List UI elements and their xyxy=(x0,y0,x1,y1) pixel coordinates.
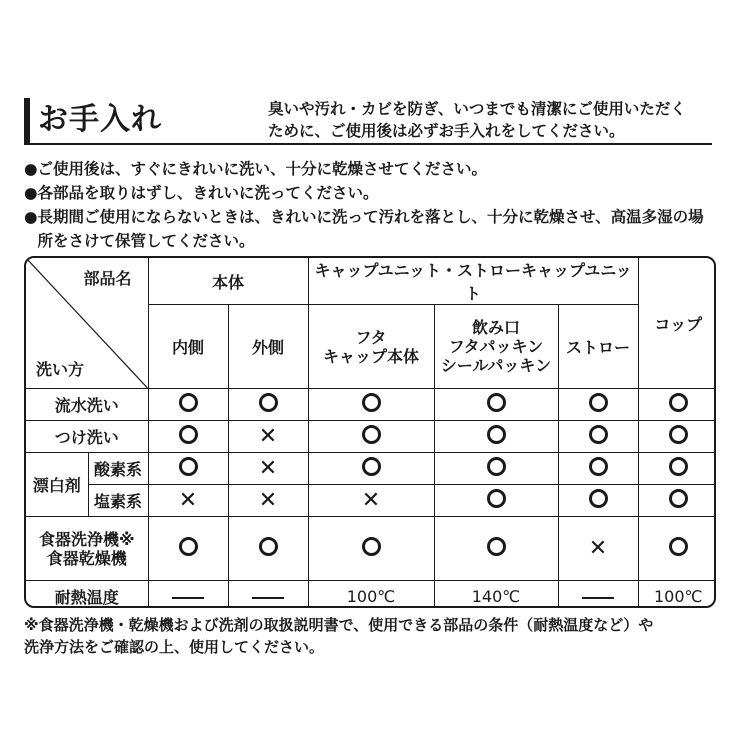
heat-value-cell xyxy=(148,581,228,609)
circle-mark-icon xyxy=(589,457,608,476)
mark-cell-ok xyxy=(638,421,716,453)
circle-mark-icon xyxy=(669,425,688,444)
mark-cell-ok xyxy=(148,453,228,485)
mark-cell-ok xyxy=(558,485,638,517)
col-header-cup: コップ xyxy=(638,258,716,389)
cross-mark-icon: ✕ xyxy=(258,487,278,513)
mark-cell-ok xyxy=(308,389,434,421)
row-label: 流水洗い xyxy=(26,389,148,421)
circle-mark-icon xyxy=(362,457,381,476)
row-label-line: 食器乾燥機 xyxy=(46,548,127,568)
col-header-line: 飲み口 xyxy=(472,318,521,337)
cross-mark-icon: ✕ xyxy=(258,423,278,449)
col-header-spout xyxy=(434,305,558,389)
heat-value: 100℃ xyxy=(654,587,703,607)
circle-mark-icon xyxy=(669,393,688,412)
circle-mark-icon xyxy=(487,393,506,412)
row-label: つけ洗い xyxy=(26,421,148,453)
mark-cell-ok xyxy=(638,485,716,517)
title-accent-bar xyxy=(24,98,30,144)
row-label: 耐熱温度 xyxy=(26,581,148,609)
row-label: 塩素系 xyxy=(88,485,148,517)
col-header-line: フタパッキン xyxy=(448,337,544,356)
heat-value-cell xyxy=(558,581,638,609)
col-header-straw: ストロー xyxy=(558,305,638,389)
circle-mark-icon xyxy=(669,489,688,508)
bullet-dot: ● xyxy=(24,184,38,202)
circle-mark-icon xyxy=(179,425,198,444)
circle-mark-icon xyxy=(179,393,198,412)
bullet-item xyxy=(24,205,714,253)
mark-cell-ng xyxy=(228,453,308,485)
circle-mark-icon xyxy=(362,425,381,444)
table-row xyxy=(26,421,716,453)
table-row xyxy=(26,389,716,421)
mark-cell-ok xyxy=(434,485,558,517)
cross-mark-icon: ✕ xyxy=(258,455,278,481)
cross-mark-icon: ✕ xyxy=(178,487,198,513)
mark-cell-ok xyxy=(148,389,228,421)
col-header-line: フタ xyxy=(355,327,387,347)
mark-cell-ok xyxy=(558,453,638,485)
mark-cell-ok xyxy=(638,453,716,485)
table-row xyxy=(26,581,716,609)
dash-mark xyxy=(582,597,614,600)
intro-line: ために、ご使用後は必ずお手入れをしてください。 xyxy=(268,122,625,140)
row-label-line: 食器洗浄機※ xyxy=(38,529,135,549)
circle-mark-icon xyxy=(589,425,608,444)
circle-mark-icon xyxy=(487,537,506,556)
mark-cell-ok xyxy=(638,389,716,421)
mark-cell-ok xyxy=(558,421,638,453)
heat-value-cell xyxy=(638,581,716,609)
group-header-cap: キャップユニット・ストローキャップユニット xyxy=(308,258,638,305)
footnote-line: ※食器洗浄機・乾燥機および洗剤の取扱説明書で、使用できる部品の条件（耐熱温度など）や xyxy=(24,616,654,634)
table-corner-cell xyxy=(26,258,148,389)
corner-label-parts: 部品名 xyxy=(83,269,132,288)
table-row xyxy=(26,453,716,485)
col-header-lid xyxy=(308,305,434,389)
row-label-dishwasher xyxy=(26,517,148,581)
circle-mark-icon xyxy=(589,489,608,508)
intro-line: 臭いや汚れ・カビを防ぎ、いつまでも清潔にご使用いただく xyxy=(268,100,686,118)
mark-cell-ok xyxy=(434,517,558,581)
dash-mark xyxy=(252,597,284,600)
col-header-outer: 外側 xyxy=(228,305,308,389)
footnote xyxy=(24,614,724,658)
mark-cell-ok xyxy=(434,421,558,453)
mark-cell-ok xyxy=(148,517,228,581)
mark-cell-ng xyxy=(558,517,638,581)
heat-value-cell xyxy=(228,581,308,609)
mark-cell-ok xyxy=(638,517,716,581)
circle-mark-icon xyxy=(487,489,506,508)
circle-mark-icon xyxy=(362,393,381,412)
circle-mark-icon xyxy=(179,457,198,476)
bullet-dot: ● xyxy=(24,160,38,178)
corner-label-methods: 洗い方 xyxy=(36,360,85,379)
col-header-line: シールパッキン xyxy=(440,356,552,375)
footnote-line: 洗浄方法をご確認の上、使用してください。 xyxy=(24,638,325,656)
circle-mark-icon xyxy=(259,537,278,556)
group-header-body: 本体 xyxy=(148,258,308,305)
cross-mark-icon: ✕ xyxy=(361,487,381,513)
mark-cell-ok xyxy=(228,389,308,421)
mark-cell-ok xyxy=(228,517,308,581)
table-row xyxy=(26,517,716,581)
dash-mark xyxy=(172,597,204,600)
bullet-text: 長期間ご使用にならないときは、きれいに洗って汚れを落とし、十分に乾燥させ、高温多湿の場所をさけて保管してください。 xyxy=(37,208,704,250)
mark-cell-ok xyxy=(434,453,558,485)
circle-mark-icon xyxy=(259,393,278,412)
bullet-item xyxy=(24,181,714,205)
bullet-list xyxy=(24,157,714,253)
circle-mark-icon xyxy=(487,457,506,476)
col-header-line: キャップ本体 xyxy=(323,346,420,366)
bullet-dot: ● xyxy=(24,208,38,226)
circle-mark-icon xyxy=(179,537,198,556)
mark-cell-ng xyxy=(228,485,308,517)
circle-mark-icon xyxy=(589,393,608,412)
table-row xyxy=(26,485,716,517)
mark-cell-ok xyxy=(434,389,558,421)
heat-value: 100℃ xyxy=(346,587,396,607)
col-header-inner: 内側 xyxy=(148,305,228,389)
mark-cell-ok xyxy=(308,453,434,485)
cross-mark-icon: ✕ xyxy=(588,535,608,561)
mark-cell-ok xyxy=(148,421,228,453)
care-table xyxy=(24,256,716,608)
circle-mark-icon xyxy=(669,537,688,556)
circle-mark-icon xyxy=(362,537,381,556)
row-group-label-bleach: 漂白剤 xyxy=(26,453,88,517)
intro-text xyxy=(268,98,718,142)
heat-value-cell xyxy=(308,581,434,609)
heat-value: 140℃ xyxy=(471,587,521,607)
bullet-text: 各部品を取りはずし、きれいに洗ってください。 xyxy=(37,184,379,202)
mark-cell-ok xyxy=(558,389,638,421)
bullet-text: ご使用後は、すぐにきれいに洗い、十分に乾燥させてください。 xyxy=(37,160,488,178)
mark-cell-ng xyxy=(148,485,228,517)
bullet-item xyxy=(24,157,714,181)
mark-cell-ng xyxy=(308,485,434,517)
mark-cell-ok xyxy=(308,517,434,581)
heat-value-cell xyxy=(434,581,558,609)
circle-mark-icon xyxy=(487,425,506,444)
title-underline xyxy=(24,143,712,145)
mark-cell-ok xyxy=(308,421,434,453)
row-label: 酸素系 xyxy=(88,453,148,485)
circle-mark-icon xyxy=(669,457,688,476)
mark-cell-ng xyxy=(228,421,308,453)
page-title: お手入れ xyxy=(38,102,162,137)
